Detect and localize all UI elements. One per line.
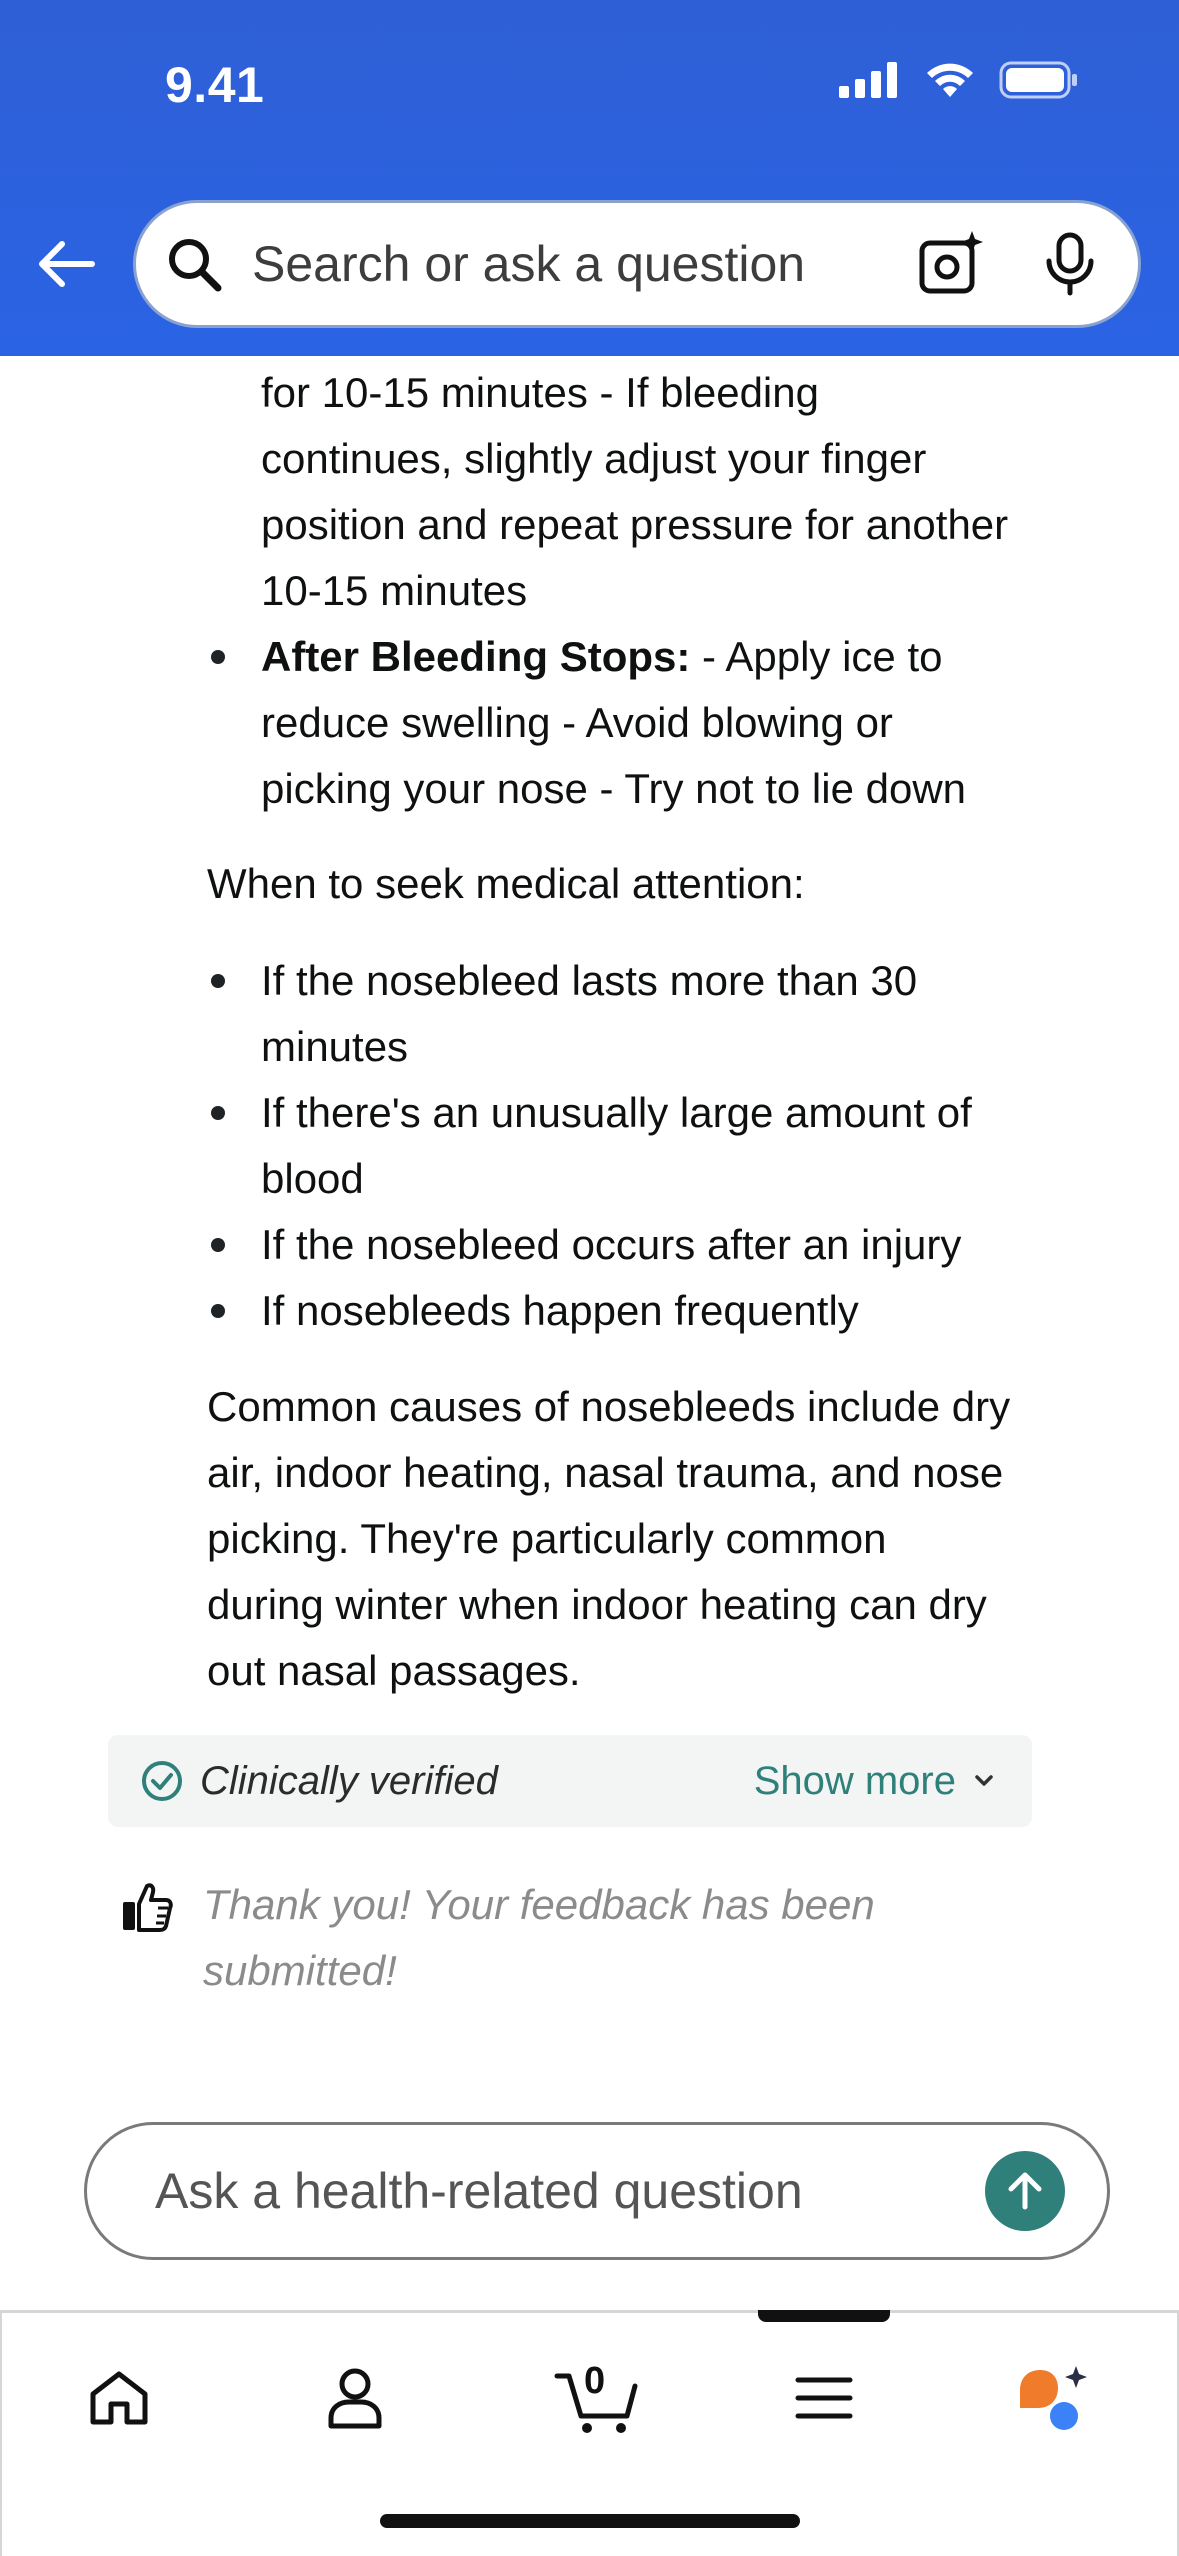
home-icon bbox=[87, 2368, 151, 2428]
article-line: continues, slightly adjust your finger bbox=[261, 435, 927, 482]
after-bleeding-heading: After Bleeding Stops: bbox=[261, 633, 691, 680]
bullet-dot bbox=[211, 650, 225, 664]
status-icons bbox=[839, 60, 1079, 100]
search-icon bbox=[164, 234, 224, 294]
status-time: 9.41 bbox=[165, 57, 265, 113]
nav-cart[interactable] bbox=[548, 2358, 648, 2438]
chevron-down-icon[interactable] bbox=[970, 1767, 998, 1795]
causes-line: picking. They're particularly common bbox=[207, 1515, 887, 1562]
ask-question-input[interactable]: Ask a health-related question bbox=[155, 2163, 803, 2219]
check-circle-icon bbox=[140, 1759, 184, 1803]
causes-line: air, indoor heating, nasal trauma, and nose bbox=[207, 1449, 1004, 1496]
signal-icon bbox=[839, 62, 901, 98]
battery-icon bbox=[999, 60, 1079, 100]
bullet-dot bbox=[211, 1238, 225, 1252]
seek-item: blood bbox=[261, 1155, 364, 1202]
after-bleeding-line bbox=[261, 624, 942, 690]
article-line: picking your nose - Try not to lie down bbox=[261, 765, 967, 812]
nav-home[interactable] bbox=[79, 2358, 159, 2438]
nav-rufus-assistant[interactable] bbox=[1014, 2358, 1094, 2438]
feedback-line: submitted! bbox=[203, 1947, 397, 1994]
feedback-line: Thank you! Your feedback has been bbox=[203, 1881, 875, 1928]
feedback-message bbox=[203, 1872, 963, 2004]
person-icon bbox=[325, 2366, 385, 2430]
drag-handle[interactable] bbox=[758, 2310, 890, 2322]
show-more-button[interactable]: Show more bbox=[753, 1758, 956, 1803]
search-bar[interactable] bbox=[133, 200, 1141, 328]
ask-question-field[interactable] bbox=[84, 2122, 1110, 2260]
nav-menu[interactable] bbox=[784, 2358, 864, 2438]
home-indicator[interactable] bbox=[380, 2514, 800, 2528]
seek-item: minutes bbox=[261, 1023, 409, 1070]
article-line: reduce swelling - Avoid blowing or bbox=[261, 699, 893, 746]
seek-item: If the nosebleed occurs after an injury bbox=[261, 1221, 962, 1268]
clinically-verified-bar bbox=[108, 1735, 1032, 1827]
bullet-dot bbox=[211, 1106, 225, 1120]
menu-icon bbox=[794, 2376, 854, 2420]
causes-line: Common causes of nosebleeds include dry bbox=[207, 1383, 1011, 1430]
bullet-dot bbox=[211, 974, 225, 988]
app-header bbox=[0, 0, 1179, 356]
seek-heading: When to seek medical attention: bbox=[207, 860, 805, 907]
after-bleeding-text: - Apply ice to bbox=[690, 633, 943, 680]
search-input[interactable]: Search or ask a question bbox=[252, 236, 806, 292]
seek-item: If nosebleeds happen frequently bbox=[261, 1287, 859, 1334]
thumbs-up-icon[interactable] bbox=[120, 1880, 174, 1934]
microphone-icon[interactable] bbox=[1040, 231, 1100, 297]
nav-account[interactable] bbox=[315, 2358, 395, 2438]
arrow-up-icon bbox=[1001, 2167, 1049, 2215]
wifi-icon bbox=[925, 61, 975, 99]
causes-line: out nasal passages. bbox=[207, 1647, 581, 1694]
send-button[interactable] bbox=[985, 2151, 1065, 2231]
back-arrow-icon[interactable] bbox=[34, 232, 98, 296]
seek-item: If the nosebleed lasts more than 30 bbox=[261, 957, 918, 1004]
article-line: for 10-15 minutes - If bleeding bbox=[261, 369, 819, 416]
cart-count-badge: 0 bbox=[584, 2360, 606, 2402]
verified-label: Clinically verified bbox=[200, 1758, 498, 1803]
causes-line: during winter when indoor heating can dry bbox=[207, 1581, 987, 1628]
bullet-dot bbox=[211, 1304, 225, 1318]
camera-icon[interactable] bbox=[916, 229, 986, 299]
article-line: 10-15 minutes bbox=[261, 567, 528, 614]
seek-item: If there's an unusually large amount of bbox=[261, 1089, 972, 1136]
article-line: position and repeat pressure for another bbox=[261, 501, 1009, 548]
ai-assistant-icon bbox=[1014, 2362, 1094, 2434]
